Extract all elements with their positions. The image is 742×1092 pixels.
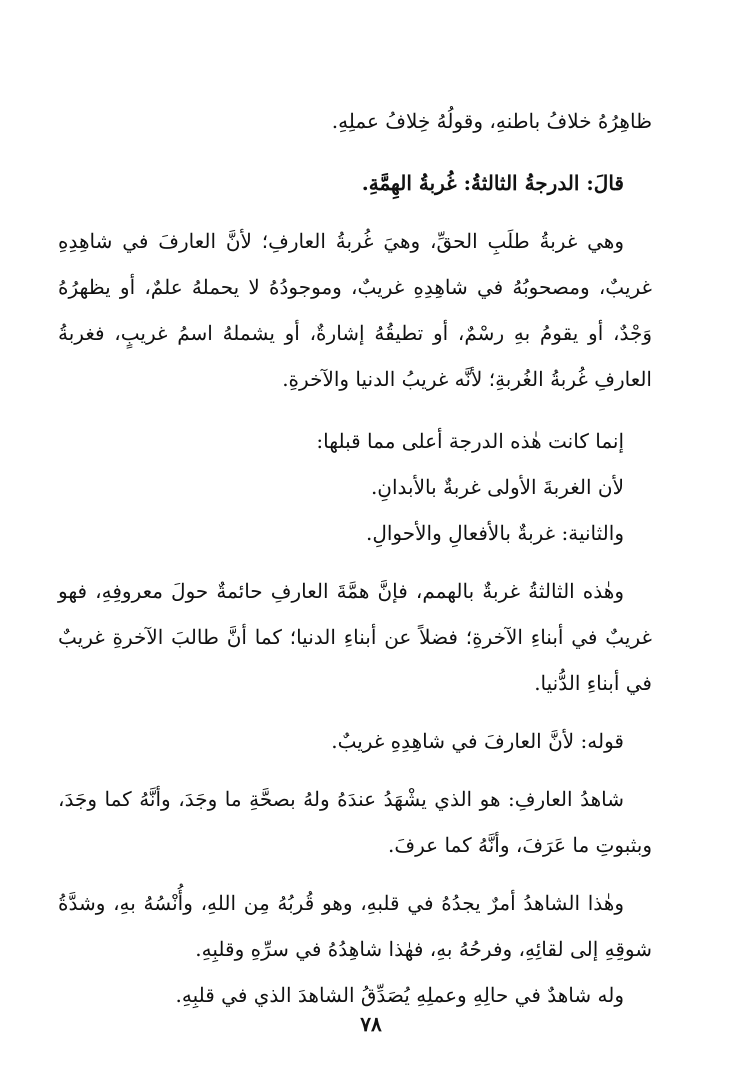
paragraph-witness-heart: وهٰذا الشاهدُ أمرٌ يجدُهُ في قلبهِ، وهو قُربُهُ مِن اللهِ، وأُنْسُهُ بهِ، وشدَّةُ شوقِهِ إلى لقائِهِ، وفرحُهُ بهِ، فهٰذا شاهِدُهُ في سرِّهِ وقلبِهِ. (58, 891, 652, 961)
paragraph-explanation-intro: إنما كانت هٰذه الدرجة أعلى مما قبلها: (316, 429, 624, 453)
paragraph-continuation: ظاهِرُهُ خلافُ باطنهِ، وقولُهُ خِلافُ عملِهِ. (331, 109, 652, 133)
paragraph-second-reason: والثانية: غربةٌ بالأفعالِ والأحوالِ. (365, 521, 624, 545)
paragraph-quote: قوله: لأنَّ العارفَ في شاهِدِهِ غريبٌ. (331, 729, 624, 753)
page-body-text (58, 98, 652, 1018)
page-number: ٧٨ (360, 1012, 382, 1036)
paragraph-witness-definition: شاهدُ العارفِ: هو الذي يشْهَدُ عندَهُ ولهُ بصحَّةِ ما وجَدَ، وأنَّهُ كما وجَدَ، وبثبوتِ ما عَرَفَ، وأنَّهُ كما عرفَ. (58, 787, 652, 857)
section-heading-third-degree: قالَ: الدرجةُ الثالثةُ: غُربةُ الهِمَّةِ. (361, 171, 624, 195)
paragraph-definition: وهي غربةُ طلَبِ الحقِّ، وهيَ غُربةُ العارفِ؛ لأنَّ العارفَ في شاهِدِهِ غريبٌ، ومصحوبُهُ في شاهِدِهِ غريبٌ، وموجودُهُ لا يحملهُ علمٌ، أو يظهرُهُ وَجْدٌ، أو يقومُ بهِ رسْمٌ، أو تطيقُهُ إشارةٌ، أو يشملهُ اسمُ غريبٍ، فغربةُ العارفِ غُربةُ الغُربةِ؛ لأنَّه غريبُ الدنيا والآخرةِ. (58, 229, 652, 391)
paragraph-third-reason: وهٰذه الثالثةُ غربةٌ بالهمم، فإنَّ همَّةَ العارفِ حائمةٌ حولَ معروفِهِ، فهو غريبٌ في أبناءِ الآخرةِ؛ فضلاً عن أبناءِ الدنيا؛ كما أنَّ طالبَ الآخرةِ غريبٌ في أبناءِ الدُّنيا. (58, 579, 652, 695)
paragraph-witness-deeds: وله شاهدٌ في حالِهِ وعملِهِ يُصَدِّقُ الشاهدَ الذي في قلبِهِ. (175, 983, 624, 1007)
paragraph-first-reason: لأن الغربةَ الأولى غربةٌ بالأبدانِ. (370, 475, 624, 499)
